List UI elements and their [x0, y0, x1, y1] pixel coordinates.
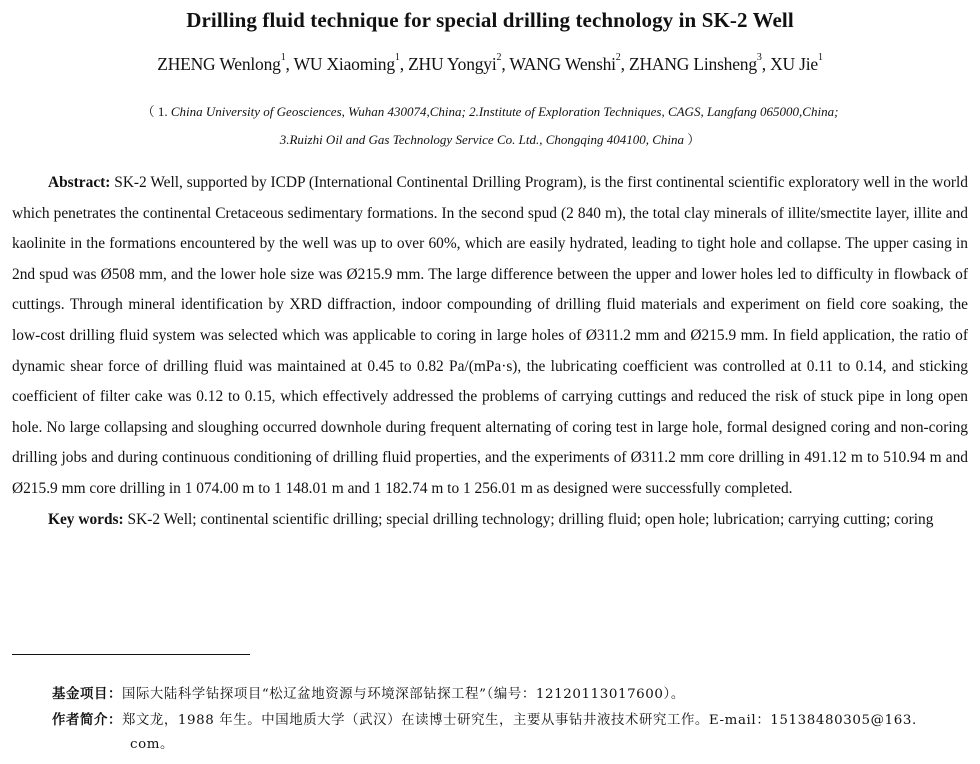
abstract-label: Abstract:	[48, 174, 111, 191]
author-bio-label: 作者简介：	[52, 713, 122, 728]
affiliation-mark: 2	[615, 52, 621, 63]
affiliation-mark: 1	[817, 52, 823, 63]
funding-text: 国际大陆科学钻探项目“松辽盆地资源与环境深部钻探工程”（编号：12120113017600）。	[121, 687, 685, 702]
keywords-label: Key words:	[48, 510, 124, 528]
affiliation-line: 3.Ruizhi Oil and Gas Technology Service Co. Ltd., Chongqing 404100, China ）	[279, 132, 701, 147]
author-bio-text: 郑文龙，1988 年生。中国地质大学（武汉）在读博士研究生，主要从事钻井液技术研究工作。E-mail：15138480305@163.	[121, 713, 917, 728]
author: WU Xiaoming$^1$,	[293, 52, 409, 74]
affiliation-line: （ 1. China University of Geosciences, Wuhan 430074,China; 2.Institute of Exploration Techniques, CAGS, Langfang 065000,China;	[141, 104, 839, 119]
author-list	[0, 54, 980, 75]
abstract-paragraph	[12, 168, 968, 505]
author-bio-text-cont: com。	[130, 737, 175, 752]
affiliation-mark: 2	[496, 52, 502, 63]
footnote-divider	[12, 654, 250, 655]
author: XU Jie$^1$	[770, 52, 823, 74]
affiliation-mark: 1	[394, 52, 400, 63]
paper-title: Drilling fluid technique for special drilling technology in SK-2 Well	[186, 8, 794, 32]
affiliation-mark: 1	[280, 52, 286, 63]
abstract-text: SK-2 Well, supported by ICDP (International Continental Drilling Program), is the first continental scientific exploratory well in the world which penetrates the continental Cretaceous sedimentary formations. In the second spud (2 840 m), the total clay minerals of illite/smectite layer, illite and kaolinite in the formations encountered by the well was up to over 60%, which are easily hydrated, leading to tight hole and collapse. The upper casing in 2nd spud was Ø508 mm, and the lower hole size was Ø215.9 mm. The large difference between the upper and lower holes led to difficulty in flowback of cuttings. Through mineral identification by XRD diffraction, indoor compounding of drilling fluid materials and experiment on field core soaking, the low-cost drilling fluid system was selected which was applicable to coring in large holes of Ø311.2 mm and Ø215.9 mm. In field application, the ratio of dynamic shear force of drilling fluid was maintained at 0.45 to 0.82 Pa/(mPa·s), the lubricating coefficient was controlled at 0.11 to 0.14, and sticking coefficient of filter cake was 0.12 to 0.15, which effectively addressed the problems of carrying cuttings and reduced the risk of stuck pipe in long open hole. No large collapsing and sloughing occurred downhole during frequent alternating of coring test in large hole, formal designed coring and non-coring drilling jobs and during continuous conditioning of drilling fluid properties, and the experiments of Ø311.2 mm core drilling in 491.12 m to 510.94 m and Ø215.9 mm core drilling in 1 074.00 m to 1 148.01 m and 1 182.74 m to 1 256.01 m as designed were successfully completed.	[12, 174, 968, 497]
author: ZHANG Linsheng$^3$,	[628, 52, 771, 74]
keywords-paragraph	[12, 505, 968, 536]
author: WANG Wenshi$^2$,	[509, 52, 629, 74]
affiliation-mark: 3	[756, 52, 762, 63]
footnote-author-bio	[52, 709, 968, 757]
abstract-block	[12, 168, 968, 535]
keywords-text: SK-2 Well; continental scientific drilling; special drilling technology; drilling fluid; open hole; lubrication; carrying cutting; coring	[123, 510, 934, 528]
author: ZHU Yongyi$^2$,	[408, 52, 510, 74]
funding-label: 基金项目：	[52, 687, 122, 702]
author: ZHENG Wenlong$^1$,	[157, 52, 294, 74]
footnote-funding	[52, 683, 685, 702]
